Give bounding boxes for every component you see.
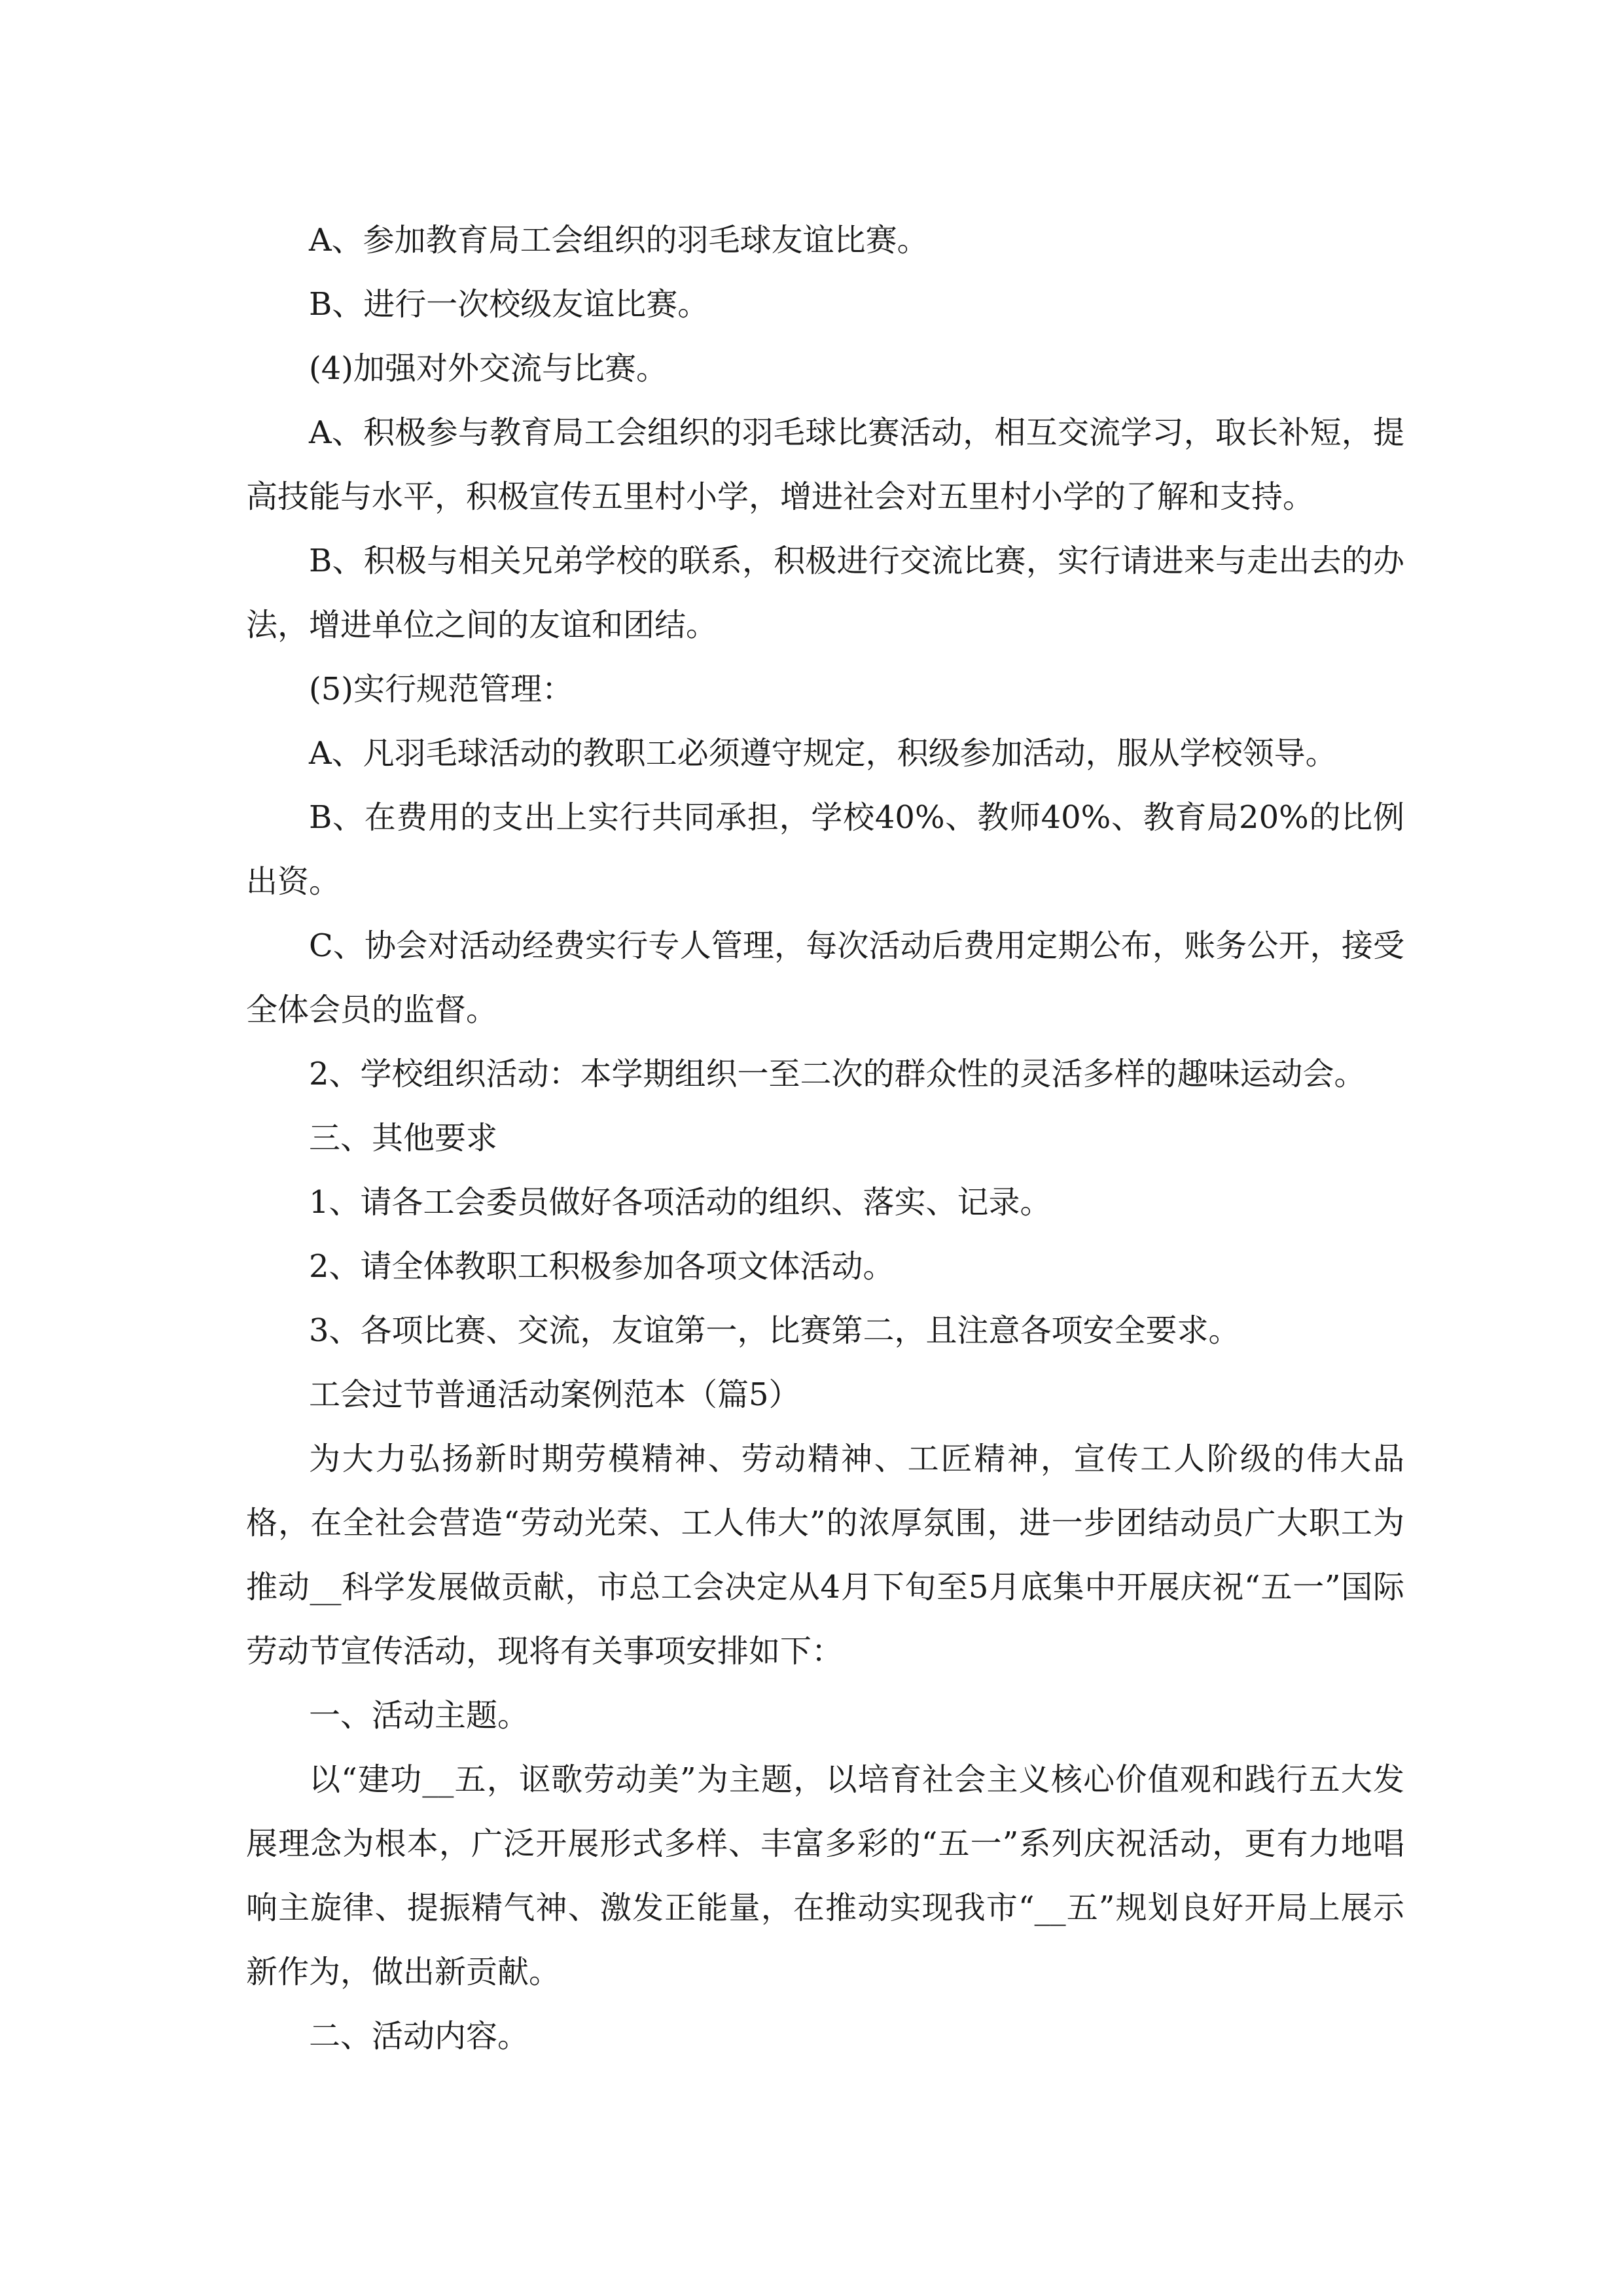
section-title-part-5: 工会过节普通活动案例范本（篇5）	[309, 1376, 800, 1413]
paragraph-theme-description: 以“建功__五，讴歌劳动美”为主题，以培育社会主义核心价值观和践行五大发展理念为根本，广泛开展形式多样、丰富多彩的“五一”系列庆祝活动，更有力地唱响主旋律、提振精气神、激发正能量，在推动实现我市“__五”规划良好开局上展示新作为，做出新贡献。	[246, 1761, 1404, 1990]
paragraph-3-safety: 3、各项比赛、交流，友谊第一，比赛第二，且注意各项安全要求。	[309, 1312, 1240, 1349]
paragraph-c-fund-management: C、协会对活动经费实行专人管理，每次活动后费用定期公布，账务公开，接受全体会员的监督。	[246, 927, 1404, 1028]
paragraph-5-standard-management: (5)实行规范管理：	[309, 671, 573, 708]
paragraph-b-cost-sharing: B、在费用的支出上实行共同承担，学校40%、教师40%、教育局20%的比例出资。	[246, 799, 1404, 900]
heading-activity-theme: 一、活动主题。	[309, 1697, 529, 1734]
heading-other-requirements: 三、其他要求	[309, 1120, 498, 1157]
paragraph-2-school-activities: 2、学校组织活动：本学期组织一至二次的群众性的灵活多样的趣味运动会。	[309, 1056, 1366, 1092]
paragraph-b-sister-schools: B、积极与相关兄弟学校的联系，积极进行交流比赛，实行请进来与走出去的办法，增进单位之间的友谊和团结。	[246, 543, 1404, 643]
paragraph-a-participate-competition: A、积极参与教育局工会组织的羽毛球比赛活动，相互交流学习，取长补短，提高技能与水平，积极宣传五里村小学，增进社会对五里村小学的了解和支持。	[246, 414, 1404, 515]
paragraph-a-rules: A、凡羽毛球活动的教职工必须遵守规定，积级参加活动，服从学校领导。	[309, 735, 1337, 772]
heading-activity-content: 二、活动内容。	[309, 2018, 529, 2054]
paragraph-2-staff-participation: 2、请全体教职工积极参加各项文体活动。	[309, 1248, 895, 1285]
document-body	[246, 208, 1404, 2068]
paragraph-1-committee-duties: 1、请各工会委员做好各项活动的组织、落实、记录。	[309, 1184, 1052, 1221]
paragraph-4-external-exchange: (4)加强对外交流与比赛。	[309, 350, 668, 387]
paragraph-b-school-friendly: B、进行一次校级友谊比赛。	[309, 286, 709, 323]
paragraph-a-badminton-friendly: A、参加教育局工会组织的羽毛球友谊比赛。	[309, 222, 929, 259]
paragraph-may-day-intro: 为大力弘扬新时期劳模精神、劳动精神、工匠精神，宣传工人阶级的伟大品格，在全社会营造“劳动光荣、工人伟大”的浓厚氛围，进一步团结动员广大职工为推动__科学发展做贡献，市总工会决定从4月下旬至5月底集中开展庆祝“五一”国际劳动节宣传活动，现将有关事项安排如下：	[246, 1441, 1404, 1670]
